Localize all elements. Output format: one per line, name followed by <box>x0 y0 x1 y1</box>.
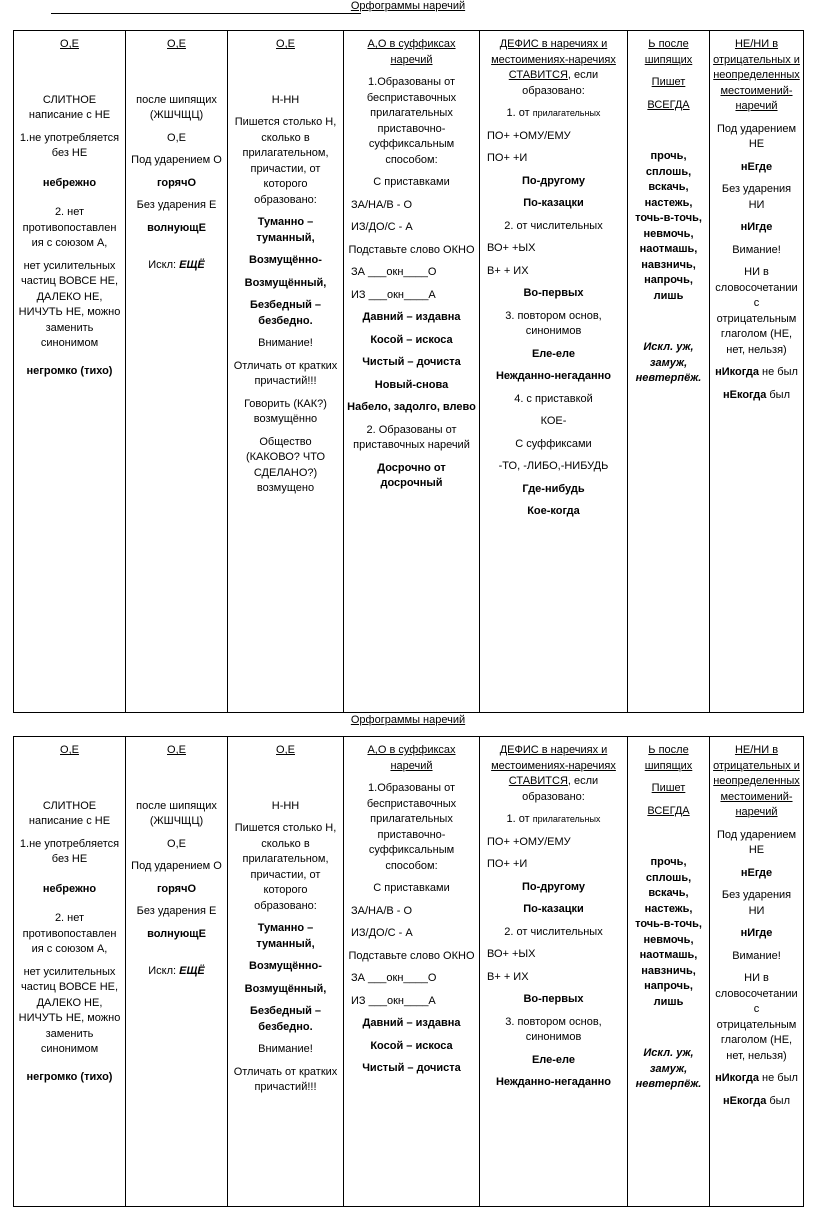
page-title-2: Орфограммы наречий <box>350 714 466 726</box>
spelling-table-1 <box>13 30 804 713</box>
col-n-nn: О,Е Н-НН Пишется столько Н, сколько в прилагательном, причастии, от которого образовано: Туманно – туманный, Возмущённо- Возмущённый, Безбедный – безбедно. Внимание! Отличать от кратких причастий!!! <box>228 737 344 1207</box>
col-after-sibilants: О,Е после шипящих (ЖШЧЩЦ) О,Е Под ударением О горячО Без ударения Е волнующЕ Искл: ЕЩЁ <box>126 31 228 713</box>
col-n-nn: О,Е Н-НН Пишется столько Н, сколько в прилагательном, причастии, от которого образовано: Туманно – туманный, Возмущённо- Возмущённый, Безбедный – безбедно. Внимание! Отличать от кратких причастий!!! Говорить (КАК?) возмущённо Общество (КАКОВО? ЧТО СДЕЛАНО?) возмущено <box>228 31 344 713</box>
col-hyphen: ДЕФИС в наречиях и местоимениях-наречиях СТАВИТСЯ, если образовано: 1. от прилагательных ПО+ +ОМУ/ЕМУ ПО+ +И По-другому По-казацки 2. от числительных ВО+ +ЫХ В+ + ИХ Во-первых 3. повтором основ, синонимов Еле-еле Нежданно-негаданно <box>480 737 628 1207</box>
col-adverb-ne: О,Е СЛИТНОЕ написание с НЕ 1.не употребляется без НЕ небрежно 2. нет противопоставлен ия с союзом А, нет усилительных частиц ВОВСЕ НЕ, ДАЛЕКО НЕ, НИЧУТЬ НЕ, можно заменить синонимом негромко (тихо) <box>14 737 126 1207</box>
spelling-table-2 <box>13 736 804 1207</box>
col-suffix-a-o: А,О в суффиксах наречий 1.Образованы от бесприставочных прилагательных приставочно-суффиксальным способом: С приставками ЗА/НА/В - О ИЗ/ДО/С - А Подставьте слово ОКНО ЗА ___окн____О ИЗ ___окн____А Давний – издавна Косой – искоса Чистый – дочиста <box>344 737 480 1207</box>
col-after-sibilants: О,Е после шипящих (ЖШЧЩЦ) О,Е Под ударением О горячО Без ударения Е волнующЕ Искл: ЕЩЁ <box>126 737 228 1207</box>
col-ne-ni: НЕ/НИ в отрицательных и неопределенных местоимений-наречий Под ударением НЕ нЕгде Без ударения НИ нИгде Вимание! НИ в словосочетании с отрицательным глаголом (НЕ, нет, нельзя) нИкогда не был нЕкогда был <box>710 31 804 713</box>
title-rule <box>51 13 361 14</box>
col-soft-sign: Ь после шипящих Пишет ВСЕГДА прочь, сплошь, вскачь, настежь, точь-в-точь, невмочь, наотмашь, навзничь, напрочь, лишь Искл. уж, замуж, невтерпёж. <box>628 31 710 713</box>
col-ne-ni: НЕ/НИ в отрицательных и неопределенных местоимений-наречий Под ударением НЕ нЕгде Без ударения НИ нИгде Вимание! НИ в словосочетании с отрицательным глаголом (НЕ, нет, нельзя) нИкогда не был нЕкогда был <box>710 737 804 1207</box>
col-hyphen: ДЕФИС в наречиях и местоимениях-наречиях СТАВИТСЯ, если образовано: 1. от прилагательных ПО+ +ОМУ/ЕМУ ПО+ +И По-другому По-казацки 2. от числительных ВО+ +ЫХ В+ + ИХ Во-первых 3. повтором основ, синонимов Еле-еле Нежданно-негаданно 4. с приставкой КОЕ- С суффиксами -ТО, -ЛИБО,-НИБУДЬ Где-нибудь Кое-когда <box>480 31 628 713</box>
col-adverb-ne: О,Е СЛИТНОЕ написание с НЕ 1.не употребляется без НЕ небрежно 2. нет противопоставлен ия с союзом А, нет усилительных частиц ВОВСЕ НЕ, ДАЛЕКО НЕ, НИЧУТЬ НЕ, можно заменить синонимом негромко (тихо) <box>14 31 126 713</box>
col-soft-sign: Ь после шипящих Пишет ВСЕГДА прочь, сплошь, вскачь, настежь, точь-в-точь, невмочь, наотмашь, навзничь, напрочь, лишь Искл. уж, замуж, невтерпёж. <box>628 737 710 1207</box>
page-title: Орфограммы наречий <box>350 0 466 12</box>
col-suffix-a-o: А,О в суффиксах наречий 1.Образованы от бесприставочных прилагательных приставочно-суффиксальным способом: С приставками ЗА/НА/В - О ИЗ/ДО/С - А Подставьте слово ОКНО ЗА ___окн____О ИЗ ___окн____А Давний – издавна Косой – искоса Чистый – дочиста Новый-снова Набело, задолго, влево 2. Образованы от приставочных наречий Досрочно от досрочный <box>344 31 480 713</box>
